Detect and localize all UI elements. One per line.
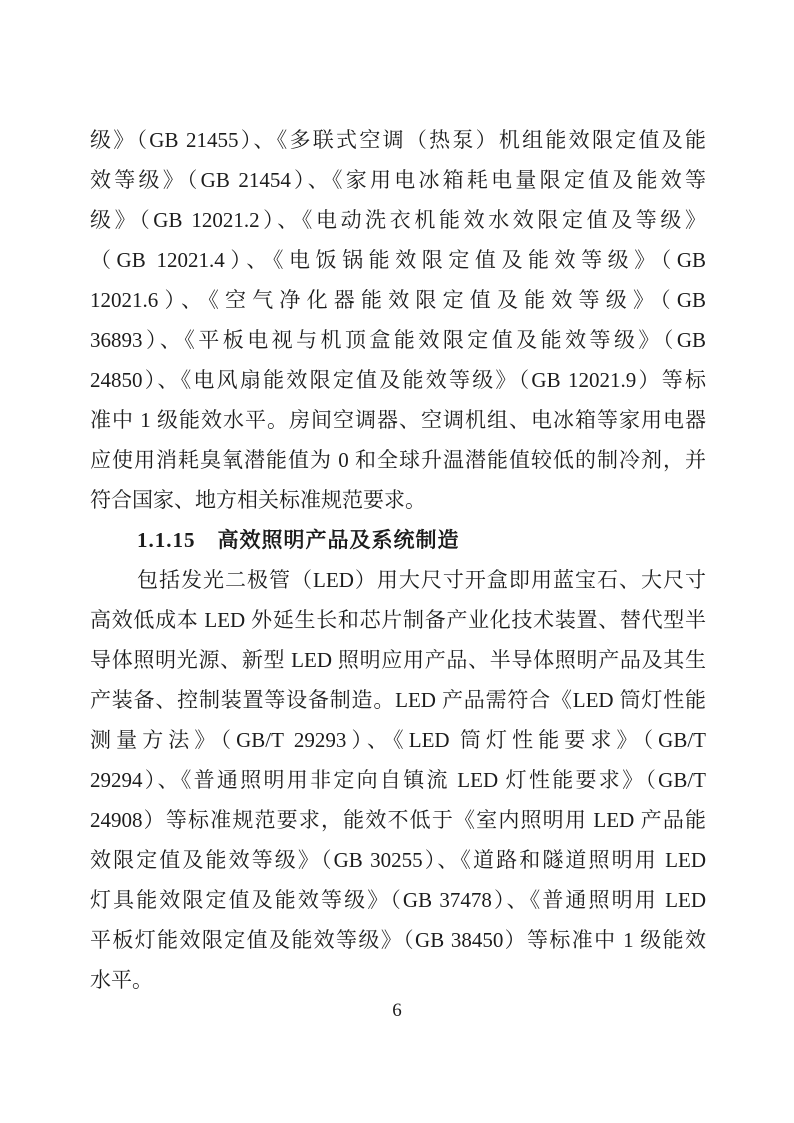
- text-line: 24850）、《电风扇能效限定值及能效等级》（GB 12021.9）等标: [90, 368, 706, 392]
- text-line: 效限定值及能效等级》（GB 30255）、《道路和隧道照明用 LED: [90, 848, 706, 872]
- text-line: 应使用消耗臭氧潜能值为 0 和全球升温潜能值较低的制冷剂，并: [90, 448, 706, 472]
- text-line: 24908）等标准规范要求，能效不低于《室内照明用 LED 产品能: [90, 808, 706, 832]
- text-line: 包括发光二极管（LED）用大尺寸开盒即用蓝宝石、大尺寸: [137, 568, 706, 592]
- text-line: 准中 1 级能效水平。房间空调器、空调机组、电冰箱等家用电器: [90, 408, 706, 432]
- section-heading: [90, 520, 706, 560]
- section-title: 高效照明产品及系统制造: [217, 528, 460, 552]
- text-line: 级》（GB 12021.2）、《电动洗衣机能效水效限定值及等级》: [90, 208, 706, 232]
- text-line: 导体照明光源、新型 LED 照明应用产品、半导体照明产品及其生: [90, 648, 706, 672]
- page-number: 6: [392, 1000, 402, 1021]
- text-line: 29294）、《普通照明用非定向自镇流 LED 灯性能要求》（GB/T: [90, 768, 706, 792]
- section-number: 1.1.15: [137, 528, 196, 552]
- text-line: 12021.6）、《空气净化器能效限定值及能效等级》（GB: [90, 288, 706, 312]
- text-line: 级》（GB 21455）、《多联式空调（热泵）机组能效限定值及能: [90, 128, 706, 152]
- text-line: 水平。: [90, 968, 153, 992]
- text-line: 36893）、《平板电视与机顶盒能效限定值及能效等级》（GB: [90, 328, 706, 352]
- text-line: （GB 12021.4）、《电饭锅能效限定值及能效等级》（GB: [90, 248, 706, 272]
- text-line: 产装备、控制装置等设备制造。LED 产品需符合《LED 筒灯性能: [90, 688, 706, 712]
- text-line: 高效低成本 LED 外延生长和芯片制备产业化技术装置、替代型半: [90, 608, 706, 632]
- text-line: 效等级》（GB 21454）、《家用电冰箱耗电量限定值及能效等: [90, 168, 706, 192]
- document-body: [90, 120, 706, 1000]
- text-line: 平板灯能效限定值及能效等级》（GB 38450）等标准中 1 级能效: [90, 928, 706, 952]
- text-line: 灯具能效限定值及能效等级》（GB 37478）、《普通照明用 LED: [90, 888, 706, 912]
- text-line: 测量方法》（GB/T 29293）、《LED 筒灯性能要求》（GB/T: [90, 728, 706, 752]
- text-line: 符合国家、地方相关标准规范要求。: [90, 488, 426, 512]
